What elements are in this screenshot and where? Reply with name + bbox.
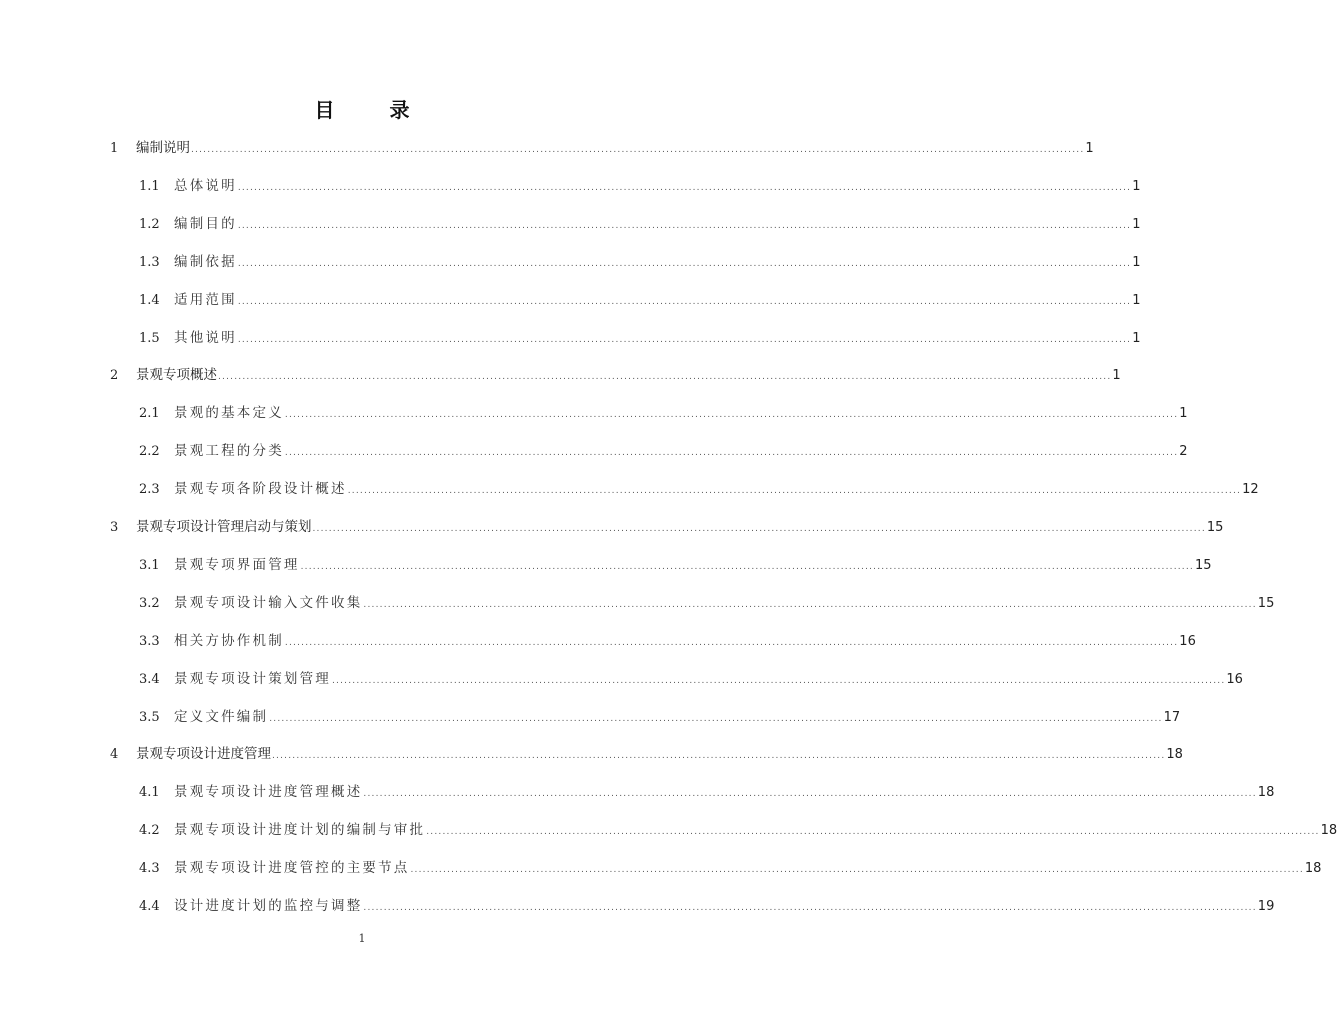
toc-entry-page: 18 [1166,747,1183,763]
toc-entry-title: 编制说明 [136,140,190,156]
toc-entry-page: 1 [1132,254,1141,270]
toc-dot-leader: ............................................................................................................................................................................................................................ [218,372,1112,383]
toc-entry[interactable]: 1 编制说明 ............................................................................................................................................................................................................................ 1 [0,137,724,159]
toc-entry-page: 1 [1132,216,1141,232]
toc-entry-page: 1 [1132,330,1141,346]
toc-dot-leader: ............................................................................................................................................................................................................................ [347,486,1242,497]
toc-entry-title: 其他说明 [174,329,237,346]
toc-entry-page: 16 [1179,633,1196,649]
toc-dot-leader: ............................................................................................................................................................................................................................ [237,296,1132,307]
toc-entry-title: 景观专项界面管理 [174,556,300,573]
toc-entry[interactable]: 1.2 编制目的 ............................................................................................................................................................................................................................ 1 [0,213,724,235]
toc-dot-leader: ............................................................................................................................................................................................................................ [363,599,1257,610]
toc-entry-title: 景观专项设计进度计划的编制与审批 [174,822,426,839]
toc-dot-leader: ............................................................................................................................................................................................................................ [237,258,1132,269]
toc-dot-leader: ............................................................................................................................................................................................................................ [237,220,1132,231]
toc-dot-leader: ............................................................................................................................................................................................................................ [191,145,1085,155]
toc-entry-page: 18 [1320,823,1337,839]
toc-entry-title: 景观专项概述 [136,367,217,384]
toc-entry-page: 16 [1226,671,1243,687]
toc-entry-title: 适用范围 [174,291,237,308]
toc-entry[interactable]: 4 景观专项设计进度管理 ............................................................................................................................................................................................................................ 18 [0,743,724,765]
toc-entry-page: 1 [1085,141,1094,156]
toc-dot-leader: ............................................................................................................................................................................................................................ [237,182,1132,193]
toc-entry[interactable]: 3.2 景观专项设计输入文件收集 ............................................................................................................................................................................................................................ 15 [0,592,724,614]
toc-entry-page: 2 [1179,444,1188,460]
toc-dot-leader: ............................................................................................................................................................................................................................ [332,675,1226,686]
toc-entry-title: 相关方协作机制 [174,632,284,649]
toc-entry-page: 1 [1132,178,1141,194]
toc-entry[interactable]: 3.4 景观专项设计策划管理 ............................................................................................................................................................................................................................ 16 [0,668,724,690]
toc-entry-title: 设计进度计划的监控与调整 [174,898,363,914]
toc-entry[interactable]: 3 景观专项设计管理启动与策划 ............................................................................................................................................................................................................................ 15 [0,516,724,538]
page-number: 1 [358,932,366,945]
toc-dot-leader: ............................................................................................................................................................................................................................ [312,524,1206,534]
toc-entry-page: 18 [1304,861,1322,877]
toc-entry-page: 19 [1257,899,1275,914]
toc-entry-title: 景观专项设计策划管理 [174,670,331,687]
toc-entry-title: 景观专项设计进度管理 [136,746,271,763]
toc-entry-page: 15 [1257,595,1275,611]
toc-dot-leader: ............................................................................................................................................................................................................................ [284,448,1179,459]
toc-dot-leader: ............................................................................................................................................................................................................................ [284,410,1179,421]
toc-entry-title: 景观的基本定义 [174,405,284,422]
toc-entry-page: 17 [1163,709,1181,725]
toc-dot-leader: ............................................................................................................................................................................................................................ [300,561,1194,572]
toc-entry-page: 15 [1195,557,1212,573]
toc-entry-title: 景观专项各阶段设计概述 [174,481,347,498]
toc-dot-leader: ............................................................................................................................................................................................................................ [269,713,1163,724]
toc-entry-title: 编制目的 [174,215,237,232]
toc-entry-page: 1 [1112,368,1121,384]
toc-entry[interactable]: 1.3 编制依据 ............................................................................................................................................................................................................................ 1 [0,251,724,273]
toc-entry[interactable]: 4.2 景观专项设计进度计划的编制与审批 ............................................................................................................................................................................................................................ 18 [0,819,724,841]
toc-dot-leader: ............................................................................................................................................................................................................................ [237,334,1132,345]
toc-entry-title: 景观专项设计进度管控的主要节点 [174,860,410,877]
toc-entry[interactable]: 2 景观专项概述 ............................................................................................................................................................................................................................ 1 [0,364,724,386]
toc-title: 目 录 [314,98,434,122]
toc-dot-leader: ............................................................................................................................................................................................................................ [284,637,1179,648]
toc-entry[interactable]: 4.1 景观专项设计进度管理概述 ............................................................................................................................................................................................................................ 18 [0,781,724,803]
toc-entry-page: 1 [1179,406,1188,422]
toc-entry-page: 1 [1132,292,1141,308]
toc-entry-title: 景观工程的分类 [174,443,284,460]
toc-entry[interactable]: 1.4 适用范围 ............................................................................................................................................................................................................................ 1 [0,289,724,311]
toc-entry[interactable]: 1.1 总体说明 ............................................................................................................................................................................................................................ 1 [0,175,724,197]
toc-entry-title: 景观专项设计输入文件收集 [174,594,363,611]
toc-entry-page: 12 [1242,482,1259,498]
toc-entry[interactable]: 3.1 景观专项界面管理 ............................................................................................................................................................................................................................ 15 [0,554,724,576]
toc-entry-title: 景观专项设计进度管理概述 [174,784,363,801]
toc-entry-title: 定义文件编制 [174,708,269,725]
toc-dot-leader: ............................................................................................................................................................................................................................ [363,789,1257,800]
toc-dot-leader: ............................................................................................................................................................................................................................ [363,903,1257,913]
toc-dot-leader: ............................................................................................................................................................................................................................ [272,751,1166,762]
toc-entry[interactable]: 2.1 景观的基本定义 ............................................................................................................................................................................................................................ 1 [0,402,724,424]
toc-dot-leader: ............................................................................................................................................................................................................................ [410,865,1304,876]
toc-entry[interactable]: 2.3 景观专项各阶段设计概述 ............................................................................................................................................................................................................................ 12 [0,478,724,500]
toc-dot-leader: ............................................................................................................................................................................................................................ [426,827,1320,838]
toc-entry[interactable]: 3.3 相关方协作机制 ............................................................................................................................................................................................................................ 16 [0,630,724,652]
toc-entry[interactable]: 1.5 其他说明 ............................................................................................................................................................................................................................ 1 [0,327,724,349]
toc-entry[interactable]: 3.5 定义文件编制 ............................................................................................................................................................................................................................ 17 [0,706,724,728]
toc-entry[interactable]: 4.4 设计进度计划的监控与调整 ............................................................................................................................................................................................................................ 19 [0,895,724,917]
toc-entry[interactable]: 2.2 景观工程的分类 ............................................................................................................................................................................................................................ 2 [0,440,724,462]
toc-entry-title: 总体说明 [174,177,237,194]
toc-entry-title: 编制依据 [174,253,237,270]
toc-entry[interactable]: 4.3 景观专项设计进度管控的主要节点 ............................................................................................................................................................................................................................ 18 [0,857,724,879]
toc-entry-page: 15 [1206,520,1224,535]
toc-entry-title: 景观专项设计管理启动与策划 [136,519,312,535]
toc-entry-page: 18 [1257,785,1275,801]
